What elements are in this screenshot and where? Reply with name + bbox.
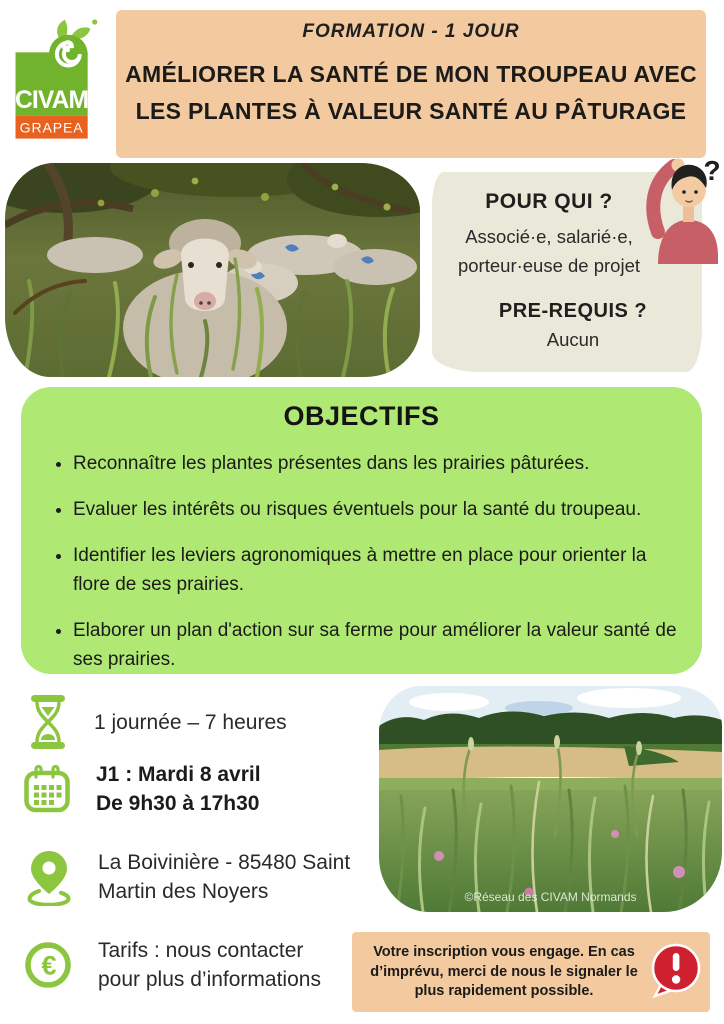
pour-qui-heading: POUR QUI ? [485,190,613,213]
objective-item: • Reconnaître les plantes présentes dans les prairies pâturées. [73,449,686,478]
date-line-2: De 9h30 à 17h30 [96,792,260,815]
notice-text: Votre inscription vous engage. En cas d’imprévu, merci de nous le signaler le plus rapidement possible. [370,944,638,999]
location-text: La Boivinière - 85480 Saint Martin des Noyers [98,851,351,903]
duration-text: 1 journée – 7 heures [94,710,287,734]
location-row [26,848,398,906]
sheep-photo-illustration [5,163,420,377]
logo-subname: GRAPEA [19,119,84,136]
objective-item: • Elaborer un plan d'action sur sa ferme pour améliorer la valeur santé de ses prairies. [73,616,686,674]
page-title [116,56,706,130]
formation-banner: FORMATION - 1 JOUR [302,21,520,42]
pre-requis-section [432,300,702,351]
title-line-1: AMÉLIORER LA SANTÉ DE MON TROUPEAU AVEC [125,61,697,87]
pre-requis-heading: PRE-REQUIS ? [498,300,648,322]
date-text [96,760,261,818]
registration-notice [352,932,710,1012]
alert-bubble-icon [647,943,703,999]
pre-requis-value: Aucun [546,329,600,350]
thinking-person-icon [644,156,722,264]
location-pin-icon [26,849,72,906]
meadow-photo-illustration [379,686,722,912]
photo-credit: ©Réseau des CIVAM Normands [464,890,637,904]
header [116,10,706,158]
duration-row [28,694,287,750]
date-row [24,760,261,818]
objective-item: • Identifier les leviers agronomiques à mettre en place pour orienter la flore de ses prairies. [73,541,686,599]
euro-icon [24,941,72,989]
leaf-dot-icon [92,19,97,24]
audience-line-2: porteur·euse de projet [457,255,641,276]
date-line-1: J1 : Mardi 8 avril [96,763,261,786]
audience-line-1: Associé·e, salarié·e, [465,226,633,247]
sheep-flock-photo [5,163,420,377]
meadow-photo [379,686,722,912]
svg-text:€: € [41,950,57,981]
calendar-icon [24,764,70,814]
question-mark-icon: ? [703,156,721,186]
pricing-text: Tarifs : nous contacter pour plus d’informations [98,939,321,991]
objectives-heading: OBJECTIFS [283,401,440,431]
objectives-list [55,449,686,674]
logo-name: CIVAM [15,86,89,114]
pricing-row [24,936,348,994]
objective-item: • Evaluer les intérêts ou risques éventuels pour la santé du troupeau. [73,495,686,524]
hourglass-icon [28,694,68,750]
civam-grapea-logo [12,18,100,143]
title-line-2: LES PLANTES À VALEUR SANTÉ AU PÂTURAGE [135,98,687,124]
objectives-box [21,387,702,674]
